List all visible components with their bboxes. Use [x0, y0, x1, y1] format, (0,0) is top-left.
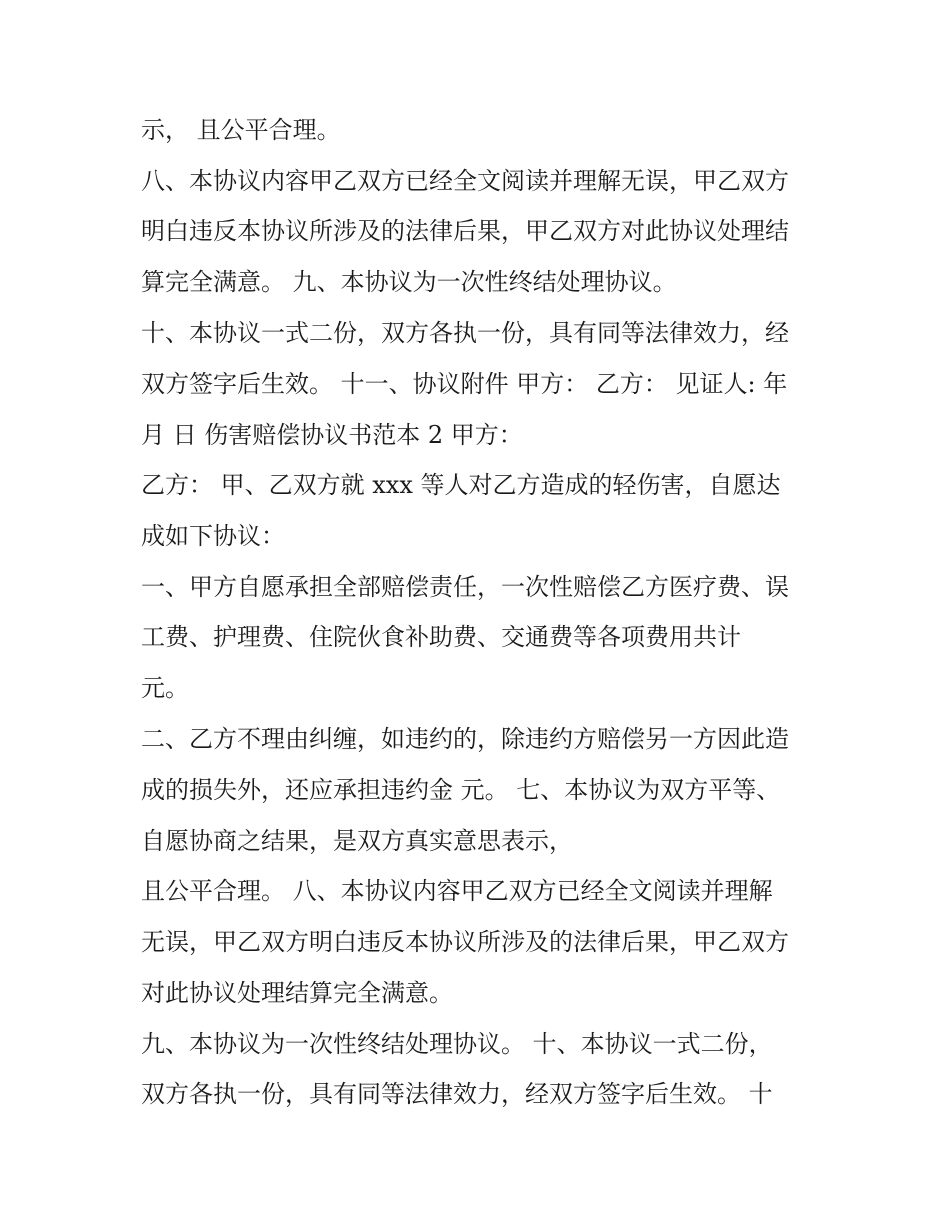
text-line: 工费、护理费、住院伙食补助费、交通费等各项费用共计 — [141, 623, 741, 651]
text-line: 算完全满意。 九、本协议为一次性终结处理协议。 — [141, 268, 677, 296]
text-line: 且公平合理。 八、本协议内容甲乙双方已经全文阅读并理解 — [141, 877, 773, 905]
text-line: 示， 且公平合理。 — [141, 116, 341, 144]
text-line: 九、本协议为一次性终结处理协议。 十、本协议一式二份， — [141, 1030, 773, 1058]
text-line: 无误，甲乙双方明白违反本协议所涉及的法律后果，甲乙双方 — [141, 928, 789, 956]
text-line: 二、乙方不理由纠缠，如违约的，除违约方赔偿另一方因此造 — [141, 725, 789, 753]
text-line: 元。 — [141, 674, 189, 702]
text-line: 月 日 伤害赔偿协议书范本 2 甲方： — [141, 421, 523, 449]
text-line: 对此协议处理结算完全满意。 — [141, 979, 453, 1007]
text-line: 明白违反本协议所涉及的法律后果，甲乙双方对此协议处理结 — [141, 217, 789, 245]
text-line: 成如下协议： — [141, 522, 285, 550]
text-line: 双方签字后生效。 十一、协议附件 甲方： 乙方： 见证人: 年 — [141, 370, 788, 398]
text-line: 乙方： 甲、乙双方就 xxx 等人对乙方造成的轻伤害，自愿达 — [141, 471, 781, 499]
text-line: 双方各执一份，具有同等法律效力，经双方签字后生效。 十 — [141, 1080, 773, 1108]
text-line: 一、甲方自愿承担全部赔偿责任，一次性赔偿乙方医疗费、误 — [141, 573, 789, 601]
text-line: 成的损失外，还应承担违约金 元。 七、本协议为双方平等、 — [141, 776, 781, 804]
text-line: 十、本协议一式二份，双方各执一份，具有同等法律效力，经 — [141, 319, 789, 347]
text-line: 八、本协议内容甲乙双方已经全文阅读并理解无误，甲乙双方 — [141, 167, 789, 195]
text-line: 自愿协商之结果，是双方真实意思表示， — [141, 827, 573, 855]
